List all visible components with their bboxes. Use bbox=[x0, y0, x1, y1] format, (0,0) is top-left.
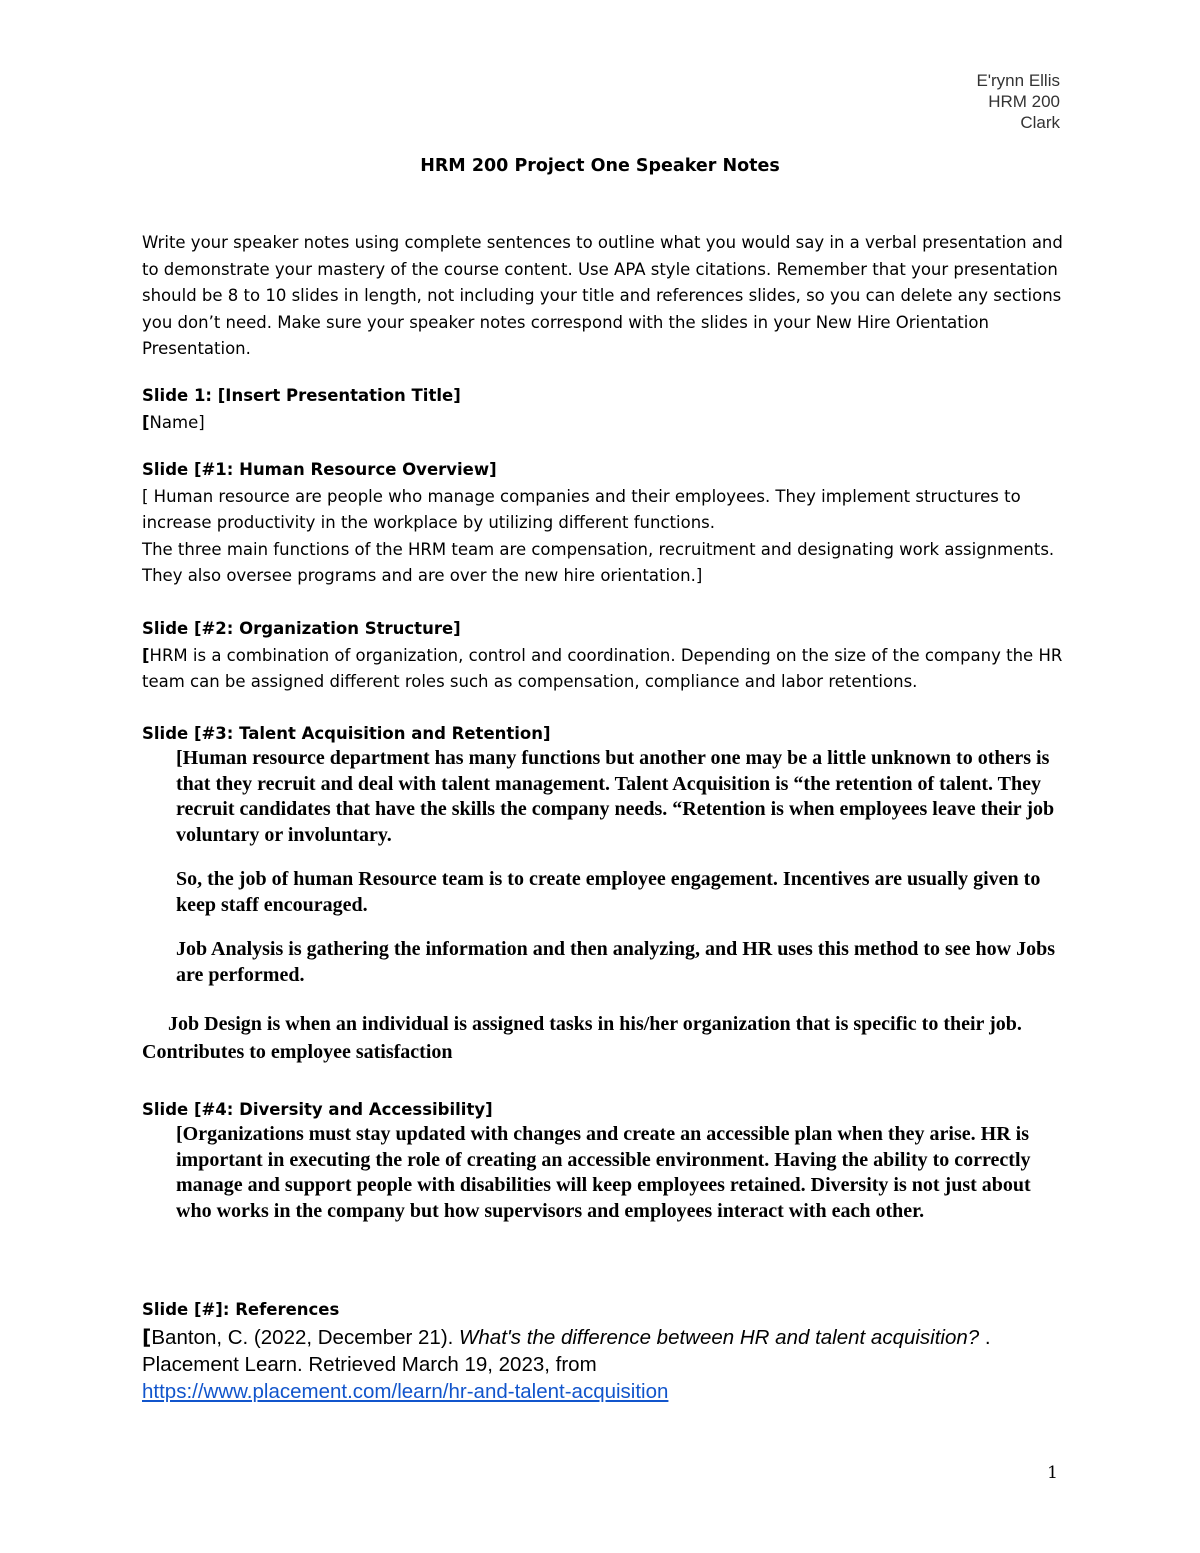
slide-talent-para3: Job Analysis is gathering the information and then analyzing, and HR uses this method to see how Jobs are performed. bbox=[176, 938, 1056, 986]
slide-diversity-heading: Slide [#4: Diversity and Accessibility] bbox=[142, 1100, 493, 1119]
reference-source: . Placement Learn. Retrieved March 19, 2023, from bbox=[142, 1326, 991, 1376]
slide-hr-overview-para1: [ Human resource are people who manage companies and their employees. They implement structures to increase productivity in the workplace by utilizing different functions. bbox=[142, 486, 1021, 532]
page-number: 1 bbox=[1047, 1463, 1058, 1483]
instructions-text: Write your speaker notes using complete sentences to outline what you would say in a verbal presentation and to demonstrate your mastery of the course content. Use APA style citations. Remember that your presentation should be 8 to 10 slides in length, not including your title and references slides, so you can delete any sections you don’t need. Make sure your speaker notes correspond with the slides in your New Hire Orientation Presentation. bbox=[142, 233, 1063, 358]
slide-talent-para2: So, the job of human Resource team is to create employee engagement. Incentives are usually given to keep staff encouraged. bbox=[176, 868, 1041, 916]
references-heading: Slide [#]: References bbox=[142, 1300, 340, 1319]
slide-talent-para4: Job Design is when an individual is assigned tasks in his/her organization that is specific to their job. Contributes to employee satisfaction bbox=[142, 1013, 1022, 1063]
slide-talent-heading: Slide [#3: Talent Acquisition and Retention] bbox=[142, 724, 551, 743]
author-name: E'rynn Ellis bbox=[976, 71, 1060, 90]
slide-diversity-section bbox=[142, 1122, 1062, 1224]
slide-hr-overview-heading: Slide [#1: Human Resource Overview] bbox=[142, 460, 497, 479]
instructor-name: Clark bbox=[1020, 113, 1060, 132]
slide-diversity-para1: [Organizations must stay updated with changes and create an accessible plan when they arise. HR is important in executing the role of creating an accessible environment. Having the ability to correctly manage and support people with disabilities will keep employees retained. Diversity is not just about who works in the company but how supervisors and employees interact with each other. bbox=[176, 1123, 1031, 1222]
slide-title-section bbox=[142, 383, 1072, 436]
slide-org-structure-text bbox=[142, 643, 1072, 696]
slide-title-bracket: [ bbox=[142, 412, 150, 432]
slide-title-name-text: Name] bbox=[149, 412, 205, 432]
slide-org-structure-bracket: [ bbox=[142, 645, 150, 665]
slide-org-structure-section bbox=[142, 616, 1072, 696]
slide-title-name bbox=[142, 410, 1072, 437]
slide-talent-section bbox=[142, 746, 1062, 1086]
slide-hr-overview-section bbox=[142, 457, 1072, 590]
slide-talent-heading-block bbox=[142, 721, 1072, 748]
slide-talent-para1: [Human resource department has many functions but another one may be a little unknown to others is that they recruit and deal with talent management. Talent Acquisition is “the retention of talent. They recruit candidates that have the skills the company needs. “Retention is when employees leave their job voluntary or involuntary. bbox=[176, 747, 1055, 846]
slide-title-heading: Slide 1: [Insert Presentation Title] bbox=[142, 386, 461, 405]
references-heading-block bbox=[142, 1297, 1072, 1324]
slide-org-structure-heading: Slide [#2: Organization Structure] bbox=[142, 619, 461, 638]
slide-org-structure-body: HRM is a combination of organization, control and coordination. Depending on the size of the company the HR team can be assigned different roles such as compensation, compliance and labor retentions. bbox=[142, 645, 1063, 691]
document-title: HRM 200 Project One Speaker Notes bbox=[420, 156, 780, 176]
reference-link[interactable]: https://www.placement.com/learn/hr-and-talent-acquisition bbox=[142, 1380, 669, 1403]
references-section bbox=[142, 1324, 1072, 1405]
references-bracket: [ bbox=[142, 1325, 152, 1349]
document-header bbox=[976, 70, 1060, 133]
instructions-section bbox=[142, 230, 1072, 363]
course-code: HRM 200 bbox=[988, 92, 1060, 111]
slide-diversity-heading-block bbox=[142, 1097, 1072, 1124]
reference-author: Banton, C. (2022, December 21). bbox=[151, 1326, 460, 1349]
reference-work-title: What's the difference between HR and talent acquisition? bbox=[459, 1326, 980, 1349]
slide-hr-overview-para2: The three main functions of the HRM team are compensation, recruitment and designating work assignments. They also oversee programs and are over the new hire orientation.] bbox=[142, 539, 1055, 585]
